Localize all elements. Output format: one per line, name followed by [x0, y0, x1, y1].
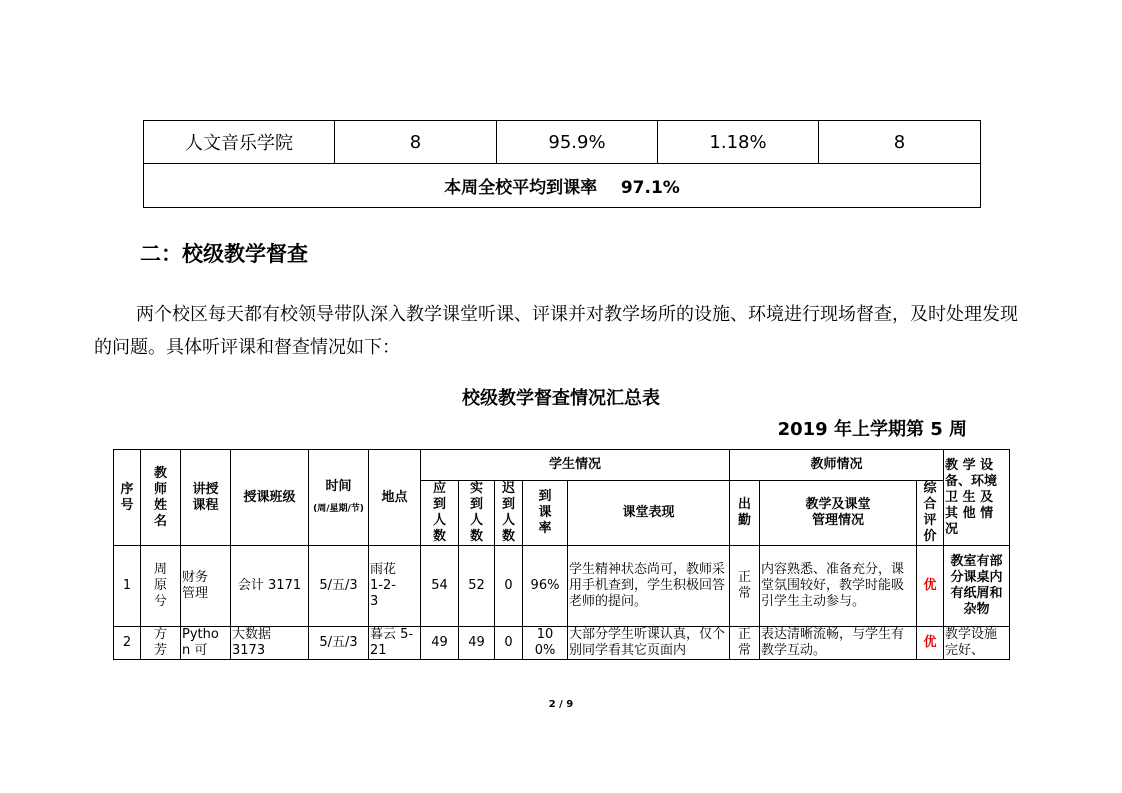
cell-env: 教室有部分课桌内有纸屑和杂物 [944, 546, 1010, 627]
header-teaching-mgmt: 教学及课堂 管理情况 [760, 481, 917, 546]
cell-env: 教学设施完好、 [944, 627, 1010, 660]
cell-time: 5/五/3 [309, 627, 369, 660]
table-row [114, 627, 1010, 660]
table-subtitle: 2019 年上学期第 5 周 [777, 419, 967, 440]
cell-rate: 96% [523, 546, 568, 627]
header-teacher-group: 教师情况 [730, 450, 944, 481]
table-title: 校级教学督查情况汇总表 [462, 388, 660, 409]
header-overall: 综合评价 [917, 481, 944, 546]
summary-table [143, 120, 981, 208]
summary-col4: 1.18% [658, 121, 819, 164]
supervision-table [113, 449, 1010, 660]
cell-late: 0 [495, 546, 523, 627]
header-student-group: 学生情况 [421, 450, 730, 481]
summary-attendance-rate: 95.9% [497, 121, 658, 164]
header-time-sub: (周/星期/节) [313, 503, 364, 514]
cell-seq: 1 [114, 546, 141, 627]
cell-teaching: 内容熟悉、准备充分，课堂氛围较好，教学时能吸引学生主动参与。 [760, 546, 917, 627]
cell-location: 雨花 1-2-3 [369, 546, 421, 627]
cell-course: Python 可 [181, 627, 231, 660]
cell-time: 5/五/3 [309, 546, 369, 627]
cell-actual: 52 [459, 546, 495, 627]
table-header-row-1 [114, 450, 1010, 481]
header-location: 地点 [369, 450, 421, 546]
cell-course: 财务管理 [181, 546, 231, 627]
header-course: 讲授课程 [181, 450, 231, 546]
cell-expected: 54 [421, 546, 459, 627]
cell-class: 大数据 3173 [231, 627, 309, 660]
summary-total-row [144, 164, 981, 208]
cell-attendance: 正常 [730, 546, 760, 627]
cell-class: 会计 3171 [231, 546, 309, 627]
header-class: 授课班级 [231, 450, 309, 546]
cell-performance: 大部分学生听课认真，仅个别同学看其它页面内 [568, 627, 730, 660]
intro-paragraph: 两个校区每天都有校领导带队深入教学课堂听课、评课并对教学场所的设施、环境进行现场督查，及时处理发现的问题。具体听评课和督查情况如下： [94, 304, 1018, 358]
summary-row [144, 121, 981, 164]
header-attendance: 出勤 [730, 481, 760, 546]
table-row [114, 546, 1010, 627]
header-time [309, 450, 369, 546]
cell-rating: 优 [917, 627, 944, 660]
header-rate: 到课率 [523, 481, 568, 546]
cell-performance: 学生精神状态尚可，教师采用手机查到，学生积极回答老师的提问。 [568, 546, 730, 627]
summary-col5: 8 [819, 121, 981, 164]
header-performance: 课堂表现 [568, 481, 730, 546]
header-seq: 序号 [114, 450, 141, 546]
cell-rate: 100% [523, 627, 568, 660]
summary-college: 人文音乐学院 [144, 121, 335, 164]
header-time-label: 时间 [325, 478, 352, 494]
cell-location: 暮云 5-21 [369, 627, 421, 660]
summary-col2: 8 [335, 121, 497, 164]
header-late: 迟到人数 [495, 481, 523, 546]
summary-total-label: 本周全校平均到课率 [444, 178, 598, 198]
cell-teaching: 表达清晰流畅，与学生有教学互动。 [760, 627, 917, 660]
header-actual: 实到人数 [459, 481, 495, 546]
cell-expected: 49 [421, 627, 459, 660]
header-env: 教 学 设备、环境卫 生 及其 他 情况 [944, 450, 1010, 546]
header-teacher: 教师姓名 [141, 450, 181, 546]
header-expected: 应到人数 [421, 481, 459, 546]
page-number: 2 / 9 [548, 699, 574, 710]
cell-teacher: 周原兮 [141, 546, 181, 627]
cell-actual: 49 [459, 627, 495, 660]
cell-teacher: 方芳 [141, 627, 181, 660]
cell-late: 0 [495, 627, 523, 660]
cell-attendance: 正常 [730, 627, 760, 660]
cell-rating: 优 [917, 546, 944, 627]
summary-total-value: 97.1% [620, 178, 680, 198]
cell-seq: 2 [114, 627, 141, 660]
summary-total [144, 164, 981, 208]
section-heading: 二：校级教学督查 [140, 242, 308, 266]
